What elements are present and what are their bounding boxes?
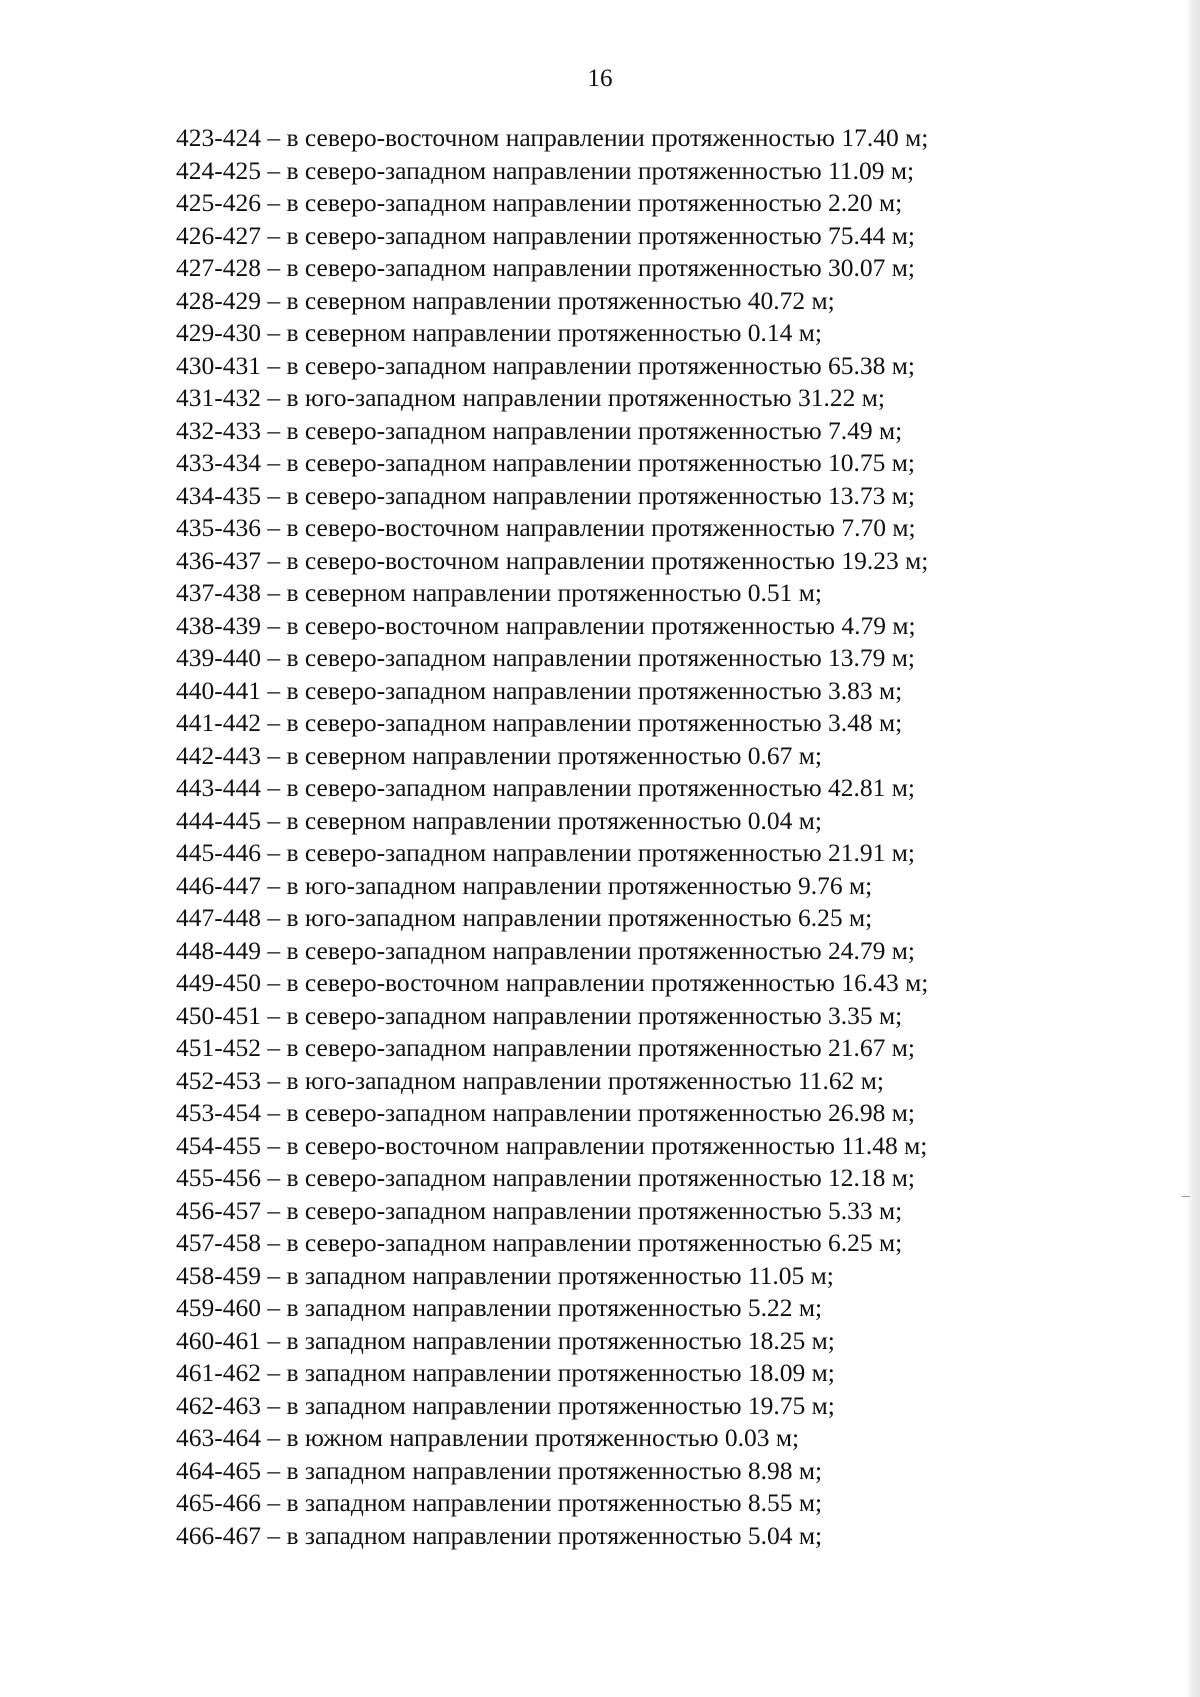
boundary-segment-line: 459-460 – в западном направлении протяженностью 5.22 м; [176,1293,823,1322]
boundary-segment-line: 426-427 – в северо-западном направлении протяженностью 75.44 м; [176,220,915,250]
boundary-segment-line: 423-424 – в северо-восточном направлении протяженностью 17.40 м; [176,123,929,152]
boundary-segment-line: 458-459 – в западном направлении протяженностью 11.05 м; [176,1260,834,1290]
boundary-segment-line: 451-452 – в северо-западном направлении протяженностью 21.67 м; [176,1033,915,1062]
boundary-segment-line: 441-442 – в северо-западном направлении протяженностью 3.48 м; [176,708,903,737]
boundary-segment-line: 464-465 – в западном направлении протяженностью 8.98 м; [176,1455,823,1485]
boundary-segment-line: 430-431 – в северо-западном направлении протяженностью 65.38 м; [176,350,915,380]
boundary-segment-line: 444-445 – в северном направлении протяженностью 0.04 м; [176,805,823,835]
boundary-description-list [176,122,1156,1552]
boundary-segment-line: 460-461 – в западном направлении протяженностью 18.25 м; [176,1325,835,1355]
boundary-segment-line: 447-448 – в юго-западном направлении протяженностью 6.25 м; [176,903,873,932]
boundary-segment-line: 456-457 – в северо-западном направлении протяженностью 5.33 м; [176,1195,903,1225]
boundary-segment-line: 445-446 – в северо-западном направлении протяженностью 21.91 м; [176,838,915,867]
boundary-segment-line: 432-433 – в северо-западном направлении протяженностью 7.49 м; [176,415,903,445]
boundary-segment-line: 431-432 – в юго-западном направлении протяженностью 31.22 м; [176,383,885,412]
boundary-segment-line: 462-463 – в западном направлении протяженностью 19.75 м; [176,1390,835,1420]
boundary-segment-line: 463-464 – в южном направлении протяженностью 0.03 м; [176,1423,800,1452]
boundary-segment-line: 455-456 – в северо-западном направлении протяженностью 12.18 м; [176,1163,915,1192]
boundary-segment-line: 436-437 – в северо-восточном направлении протяженностью 19.23 м; [176,545,929,575]
boundary-segment-line: 443-444 – в северо-западном направлении протяженностью 42.81 м; [176,773,915,802]
boundary-segment-line: 440-441 – в северо-западном направлении протяженностью 3.83 м; [176,675,903,705]
boundary-segment-line: 439-440 – в северо-западном направлении протяженностью 13.79 м; [176,643,915,672]
boundary-segment-line: 424-425 – в северо-западном направлении протяженностью 11.09 м; [176,155,915,185]
boundary-segment-line: 442-443 – в северном направлении протяженностью 0.67 м; [176,740,823,770]
scan-edge-shadow [1186,0,1200,1697]
boundary-segment-line: 465-466 – в западном направлении протяженностью 8.55 м; [176,1488,823,1517]
boundary-segment-line: 466-467 – в западном направлении протяженностью 5.04 м; [176,1520,823,1550]
boundary-segment-line: 427-428 – в северо-западном направлении протяженностью 30.07 м; [176,253,915,282]
boundary-segment-line: 437-438 – в северном направлении протяженностью 0.51 м; [176,578,823,607]
scan-edge-mark [1182,1196,1190,1197]
boundary-segment-line: 448-449 – в северо-западном направлении протяженностью 24.79 м; [176,935,915,965]
boundary-segment-line: 434-435 – в северо-западном направлении протяженностью 13.73 м; [176,480,915,510]
boundary-segment-line: 453-454 – в северо-западном направлении протяженностью 26.98 м; [176,1098,915,1127]
boundary-segment-line: 450-451 – в северо-западном направлении протяженностью 3.35 м; [176,1000,903,1030]
boundary-segment-line: 461-462 – в западном направлении протяженностью 18.09 м; [176,1358,835,1387]
boundary-segment-line: 452-453 – в юго-западном направлении протяженностью 11.62 м; [176,1065,885,1095]
boundary-segment-line: 435-436 – в северо-восточном направлении протяженностью 7.70 м; [176,513,916,542]
boundary-segment-line: 454-455 – в северо-восточном направлении протяженностью 11.48 м; [176,1130,928,1160]
boundary-segment-line: 457-458 – в северо-западном направлении протяженностью 6.25 м; [176,1228,903,1257]
boundary-segment-line: 438-439 – в северо-восточном направлении протяженностью 4.79 м; [176,610,916,640]
boundary-segment-line: 425-426 – в северо-западном направлении протяженностью 2.20 м; [176,188,903,217]
page-number: 16 [587,65,613,92]
boundary-segment-line: 449-450 – в северо-восточном направлении протяженностью 16.43 м; [176,968,929,997]
boundary-segment-line: 429-430 – в северном направлении протяженностью 0.14 м; [176,318,823,347]
boundary-segment-line: 446-447 – в юго-западном направлении протяженностью 9.76 м; [176,870,873,900]
boundary-segment-line: 433-434 – в северо-западном направлении протяженностью 10.75 м; [176,448,915,477]
boundary-segment-line: 428-429 – в северном направлении протяженностью 40.72 м; [176,285,835,315]
